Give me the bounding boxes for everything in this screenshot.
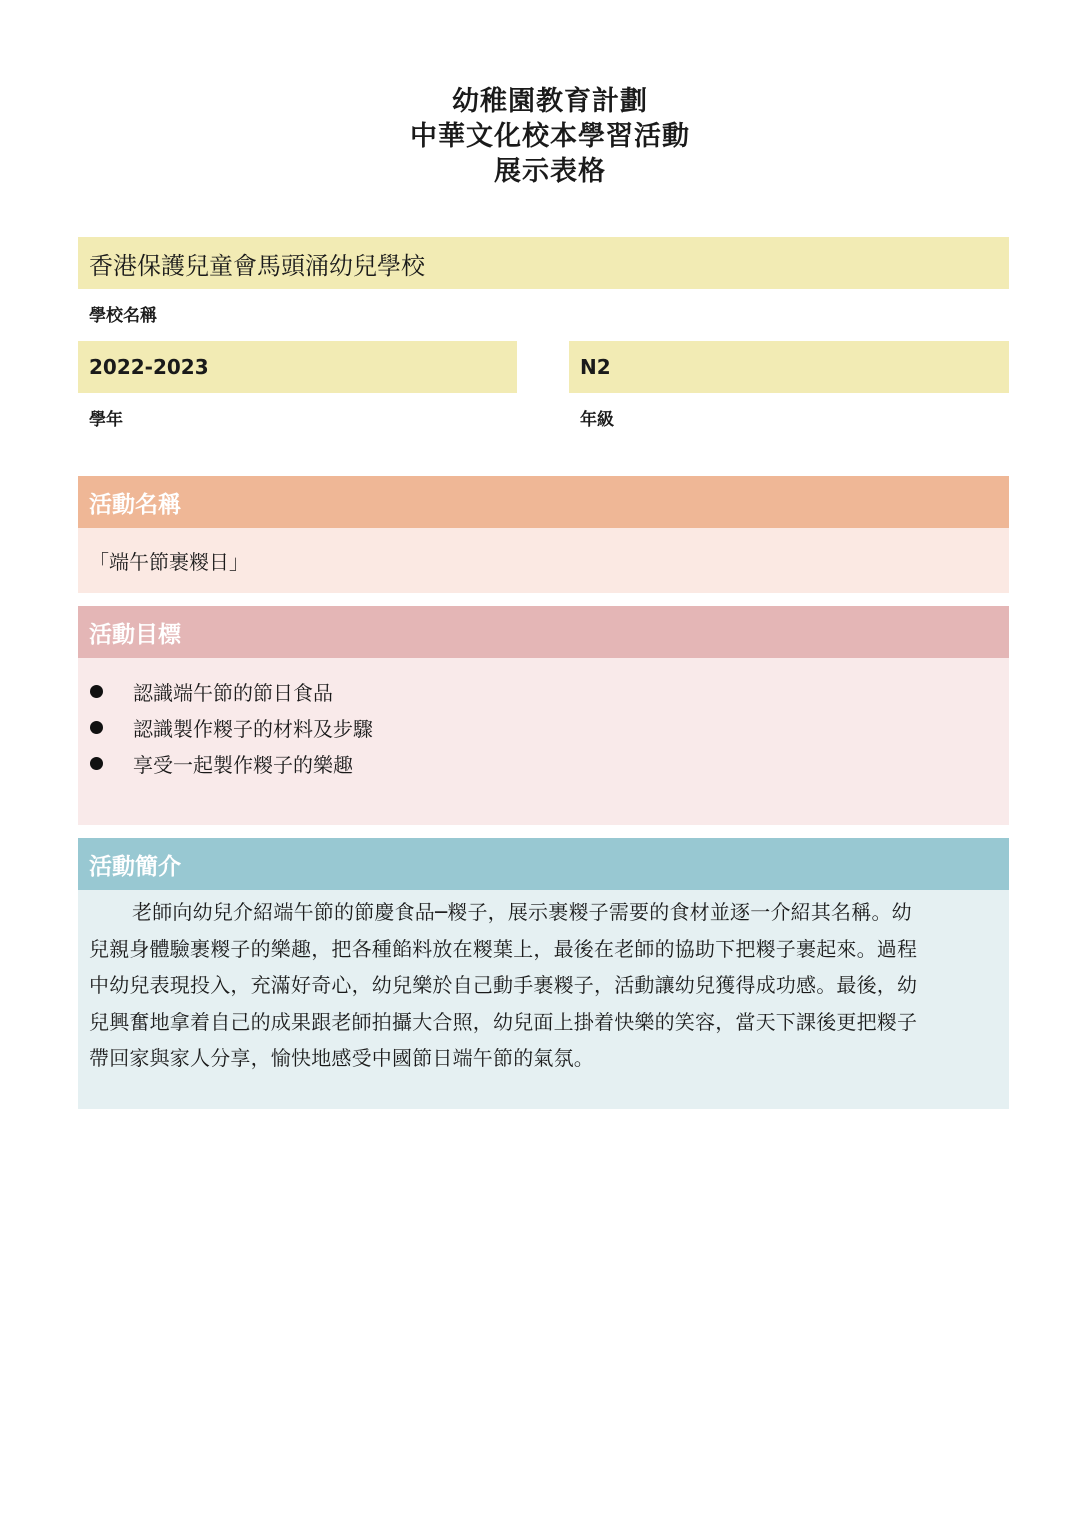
goal-item bbox=[78, 709, 1009, 745]
title-line-2: 中華文化校本學習活動 bbox=[410, 121, 690, 152]
goal-item bbox=[78, 745, 1009, 781]
title-line-1: 幼稚園教育計劃 bbox=[452, 86, 648, 117]
school-name-field: 香港保護兒童會馬頭涌幼兒學校 bbox=[78, 237, 1009, 289]
bullet-icon bbox=[90, 757, 103, 770]
activity-name-header: 活動名稱 bbox=[78, 476, 1009, 528]
goal-text: 認識端午節的節日食品 bbox=[133, 680, 333, 705]
intro-line: 帶回家與家人分享，愉快地感受中國節日端午節的氣氛。 bbox=[89, 1046, 594, 1070]
school-year-label: 學年 bbox=[89, 410, 123, 430]
intro-line: 兒親身體驗裹糉子的樂趣，把各種餡料放在糉葉上，最後在老師的協助下把糉子裹起來。過程 bbox=[89, 936, 918, 961]
title-line-3: 展示表格 bbox=[494, 156, 606, 187]
goal-text: 享受一起製作糉子的樂趣 bbox=[133, 752, 353, 777]
school-year-field: 2022-2023 bbox=[78, 341, 517, 393]
activity-goals-list bbox=[78, 658, 1009, 825]
intro-line: 老師向幼兒介紹端午節的節慶食品─糉子，展示裹糉子需要的食材並逐一介紹其名稱。幼 bbox=[132, 900, 912, 924]
activity-intro-header: 活動簡介 bbox=[78, 838, 1009, 890]
grade-field: N2 bbox=[569, 341, 1009, 393]
intro-line: 兒興奮地拿着自己的成果跟老師拍攝大合照，幼兒面上掛着快樂的笑容，當天下課後更把糉子 bbox=[89, 1009, 918, 1034]
intro-line: 中幼兒表現投入，充滿好奇心，幼兒樂於自己動手裹糉子，活動讓幼兒獲得成功感。最後，幼 bbox=[89, 973, 918, 997]
school-name-label: 學校名稱 bbox=[89, 306, 157, 326]
bullet-icon bbox=[90, 685, 103, 698]
document-title bbox=[0, 84, 1086, 189]
bullet-icon bbox=[90, 721, 103, 734]
goal-item bbox=[78, 673, 1009, 709]
goal-text: 認識製作糉子的材料及步驟 bbox=[133, 716, 373, 741]
activity-intro-body bbox=[78, 890, 1009, 1109]
activity-goals-header: 活動目標 bbox=[78, 606, 1009, 658]
activity-name-value: 「端午節裹糉日」 bbox=[78, 528, 1009, 593]
grade-label: 年級 bbox=[580, 410, 614, 430]
